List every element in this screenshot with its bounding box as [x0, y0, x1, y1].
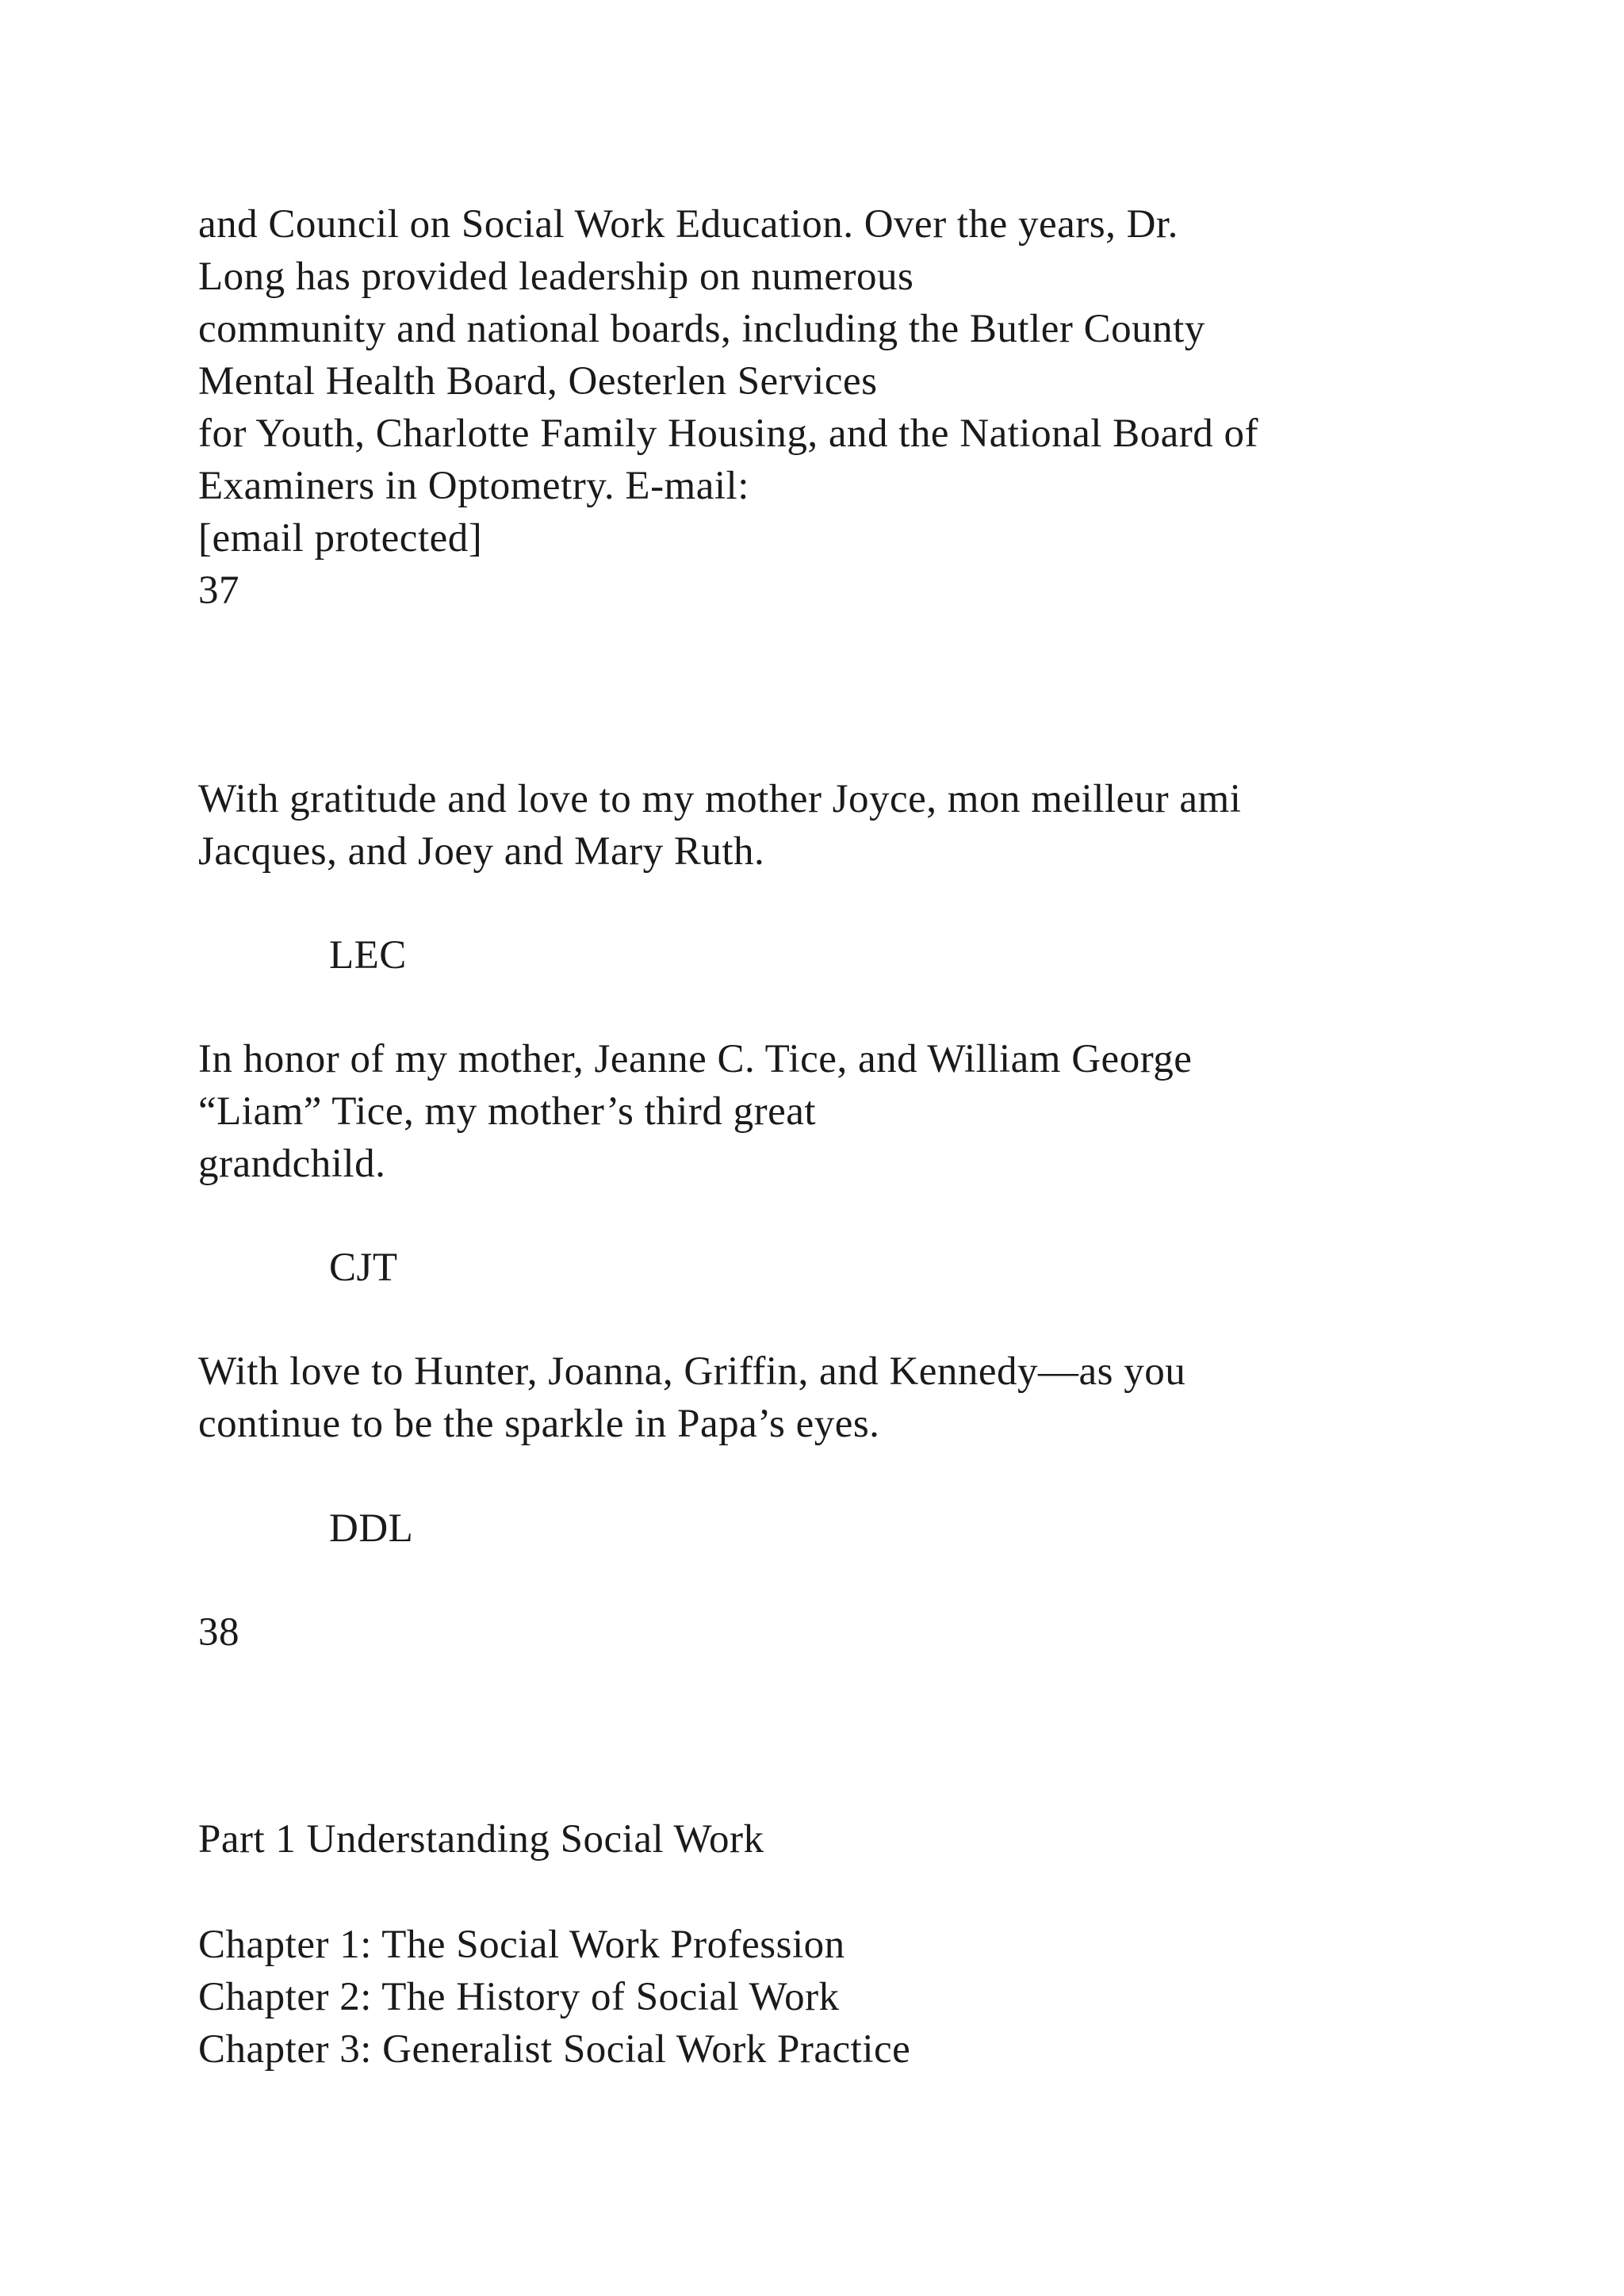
toc-chapter-3: Chapter 3: Generalist Social Work Practice — [198, 2027, 911, 2072]
bio-line-1: and Council on Social Work Education. Over the years, Dr. — [198, 202, 1178, 247]
dedication-2-line-2: “Liam” Tice, my mother’s third great — [198, 1089, 817, 1134]
bio-line-3: community and national boards, including the Butler County — [198, 307, 1205, 351]
dedication-3-line-1: With love to Hunter, Joanna, Griffin, and Kennedy—as you — [198, 1349, 1186, 1394]
dedication-1-line-2: Jacques, and Joey and Mary Ruth. — [198, 829, 765, 874]
bio-email: [email protected] — [198, 516, 483, 561]
toc-chapter-1: Chapter 1: The Social Work Profession — [198, 1923, 845, 1967]
dedication-1-initials: LEC — [329, 933, 407, 978]
dedication-1-line-1: With gratitude and love to my mother Joyce, mon meilleur ami — [198, 777, 1242, 821]
bio-line-5: for Youth, Charlotte Family Housing, and the National Board of — [198, 411, 1259, 456]
dedication-2-line-3: grandchild. — [198, 1142, 386, 1186]
bio-line-4: Mental Health Board, Oesterlen Services — [198, 359, 878, 404]
dedication-3-initials: DDL — [329, 1506, 414, 1551]
bio-line-2: Long has provided leadership on numerous — [198, 254, 914, 299]
dedication-2-line-1: In honor of my mother, Jeanne C. Tice, and William George — [198, 1037, 1193, 1081]
dedication-2-initials: CJT — [329, 1246, 398, 1290]
bio-line-6: Examiners in Optometry. E-mail: — [198, 464, 749, 508]
toc-chapter-2: Chapter 2: The History of Social Work — [198, 1975, 840, 2019]
dedication-3-line-2: continue to be the sparkle in Papa’s eyes. — [198, 1402, 880, 1446]
toc-part-title: Part 1 Understanding Social Work — [198, 1817, 764, 1862]
page-number-38: 38 — [198, 1610, 239, 1655]
page-number-37: 37 — [198, 568, 239, 613]
